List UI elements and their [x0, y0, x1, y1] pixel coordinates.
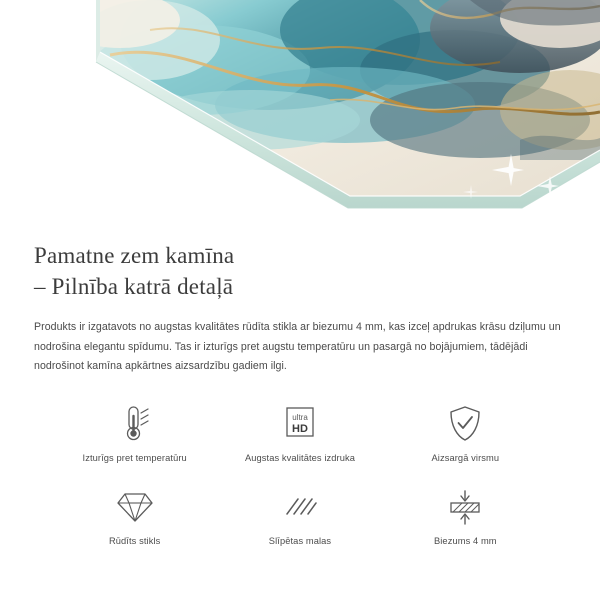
diamond-icon — [115, 486, 155, 528]
feature-label: Aizsargā virsmu — [431, 452, 500, 463]
feature-label: Izturīgs pret temperatūru — [82, 452, 187, 463]
feature-label: Slīpētas malas — [268, 535, 332, 546]
feature-label: Augstas kvalitātes izdruka — [244, 452, 356, 463]
feature-label: Biezums 4 mm — [433, 535, 497, 546]
svg-text:HD: HD — [292, 422, 308, 435]
page-title — [34, 240, 566, 302]
hero-image — [0, 0, 600, 222]
hero-artwork — [0, 0, 600, 222]
feature-grid — [34, 403, 566, 569]
ultra-hd-icon — [280, 403, 320, 445]
svg-text:ultra: ultra — [292, 412, 308, 422]
description-paragraph: Produkts ir izgatavots no augstas kvalitātes rūdīta stikla ar biezumu 4 mm, kas izceļ apdrukas krāsu dziļumu un nodrošina elegantu spīdumu. Tas ir izturīgs pret augstu temperatūru un pasargā no bojājumiem, tādējādi nodrošinot kamīna apkārtnes aizsardzību gadiem ilgi. — [34, 321, 561, 372]
thermometer-icon — [116, 403, 154, 445]
feature-item-print-quality — [217, 403, 382, 486]
headline-line-1: Pamatne zem kamīna — [34, 243, 235, 268]
feature-item-tempered-glass — [52, 486, 217, 569]
content-block — [0, 222, 600, 569]
polished-edges-icon — [280, 486, 320, 528]
feature-item-temperature — [52, 403, 217, 486]
thickness-icon — [445, 486, 485, 528]
headline-line-2: – Pilnība katrā detaļā — [34, 274, 234, 299]
feature-item-polished-edges — [217, 486, 382, 569]
feature-item-surface-protection — [383, 403, 548, 486]
feature-item-thickness — [383, 486, 548, 569]
feature-label: Rūdīts stikls — [108, 535, 161, 546]
shield-check-icon — [446, 403, 484, 445]
